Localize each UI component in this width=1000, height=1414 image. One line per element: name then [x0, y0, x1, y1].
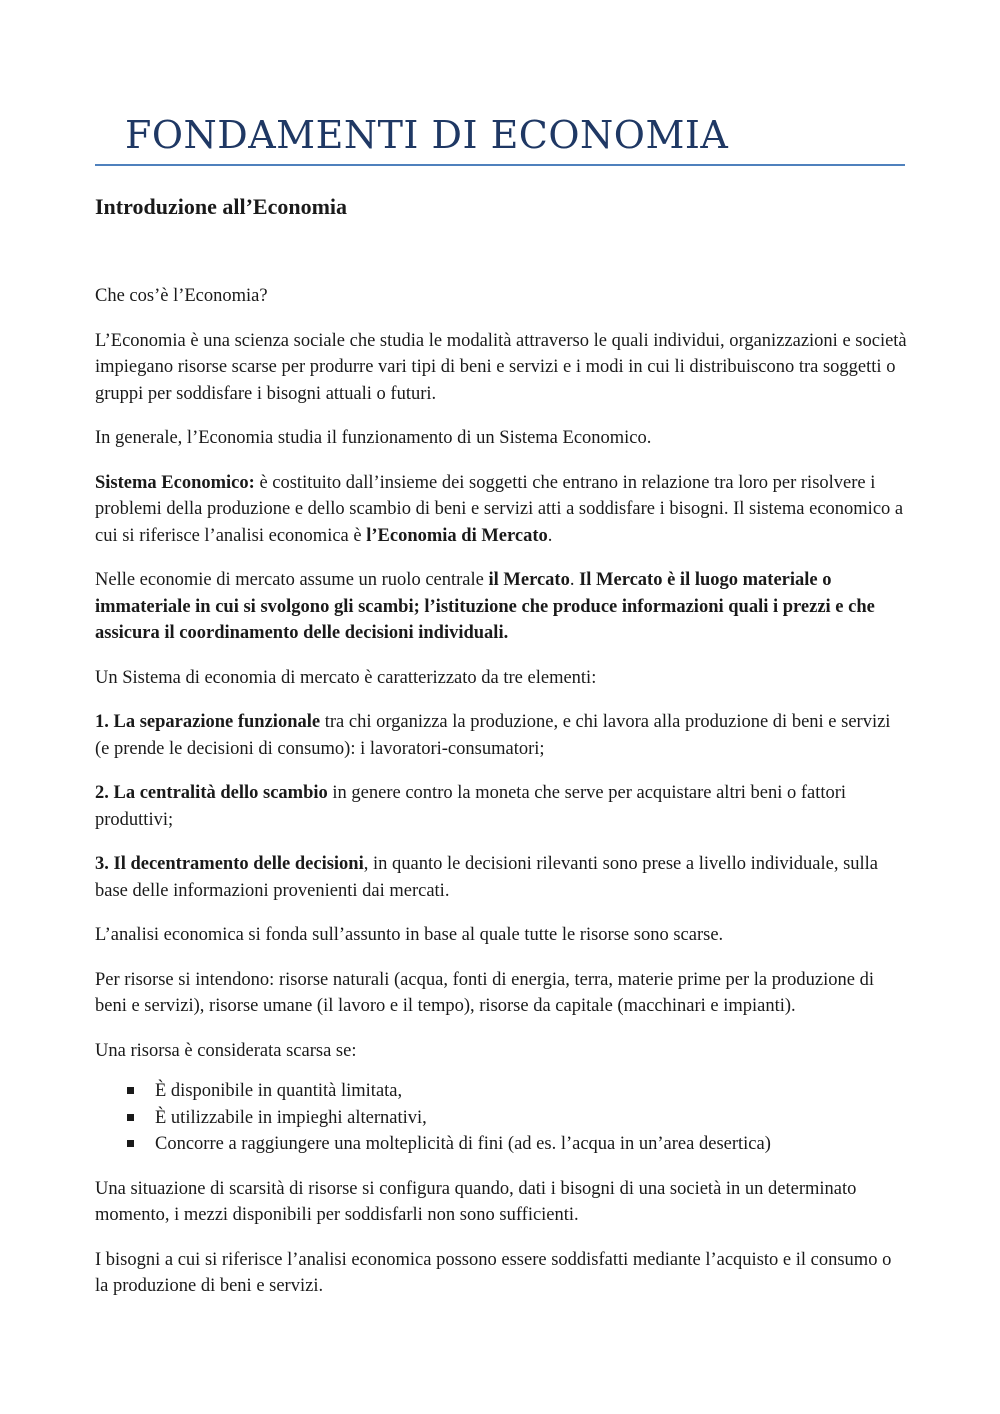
paragraph-sistema-economico: Sistema Economico: è costituito dall’insieme dei soggetti che entrano in relazione tra loro per risolvere i problemi della produzione e dello scambio di beni e servizi atti a soddisfare i bisogni. Il sistema economico a cui si riferisce l’analisi economica è l’Economia di Mercato.	[95, 472, 904, 546]
square-bullet-icon	[127, 1140, 134, 1147]
term-il-mercato: il Mercato	[488, 570, 570, 590]
elemento-3: 3. Il decentramento delle decisioni, in quanto le decisioni rilevanti sono prese a livello individuale, sulla base delle informazioni provenienti dai mercati.	[95, 854, 879, 901]
term-economia-di-mercato: l’Economia di Mercato	[366, 525, 548, 546]
bullet-list	[95, 1078, 907, 1158]
paragraph-general: In generale, l’Economia studia il funzionamento di un Sistema Economico.	[95, 428, 652, 448]
term-sistema-economico: Sistema Economico:	[95, 472, 255, 493]
mercato-definition: Il Mercato è il luogo materiale o immateriale in cui si svolgono gli scambi; l’istituzione che produce informazioni quali i prezzi e che assicura il coordinamento delle decisioni individuali.	[95, 570, 875, 643]
title-underline	[95, 164, 905, 166]
elemento-1: 1. La separazione funzionale tra chi organizza la produzione, e chi lavora alla produzione di beni e servizi (e prende le decisioni di consumo): i lavoratori-consumatori;	[95, 712, 891, 759]
document-title: FONDAMENTI DI ECONOMIA	[125, 113, 729, 157]
paragraph-tre-elementi: Un Sistema di economia di mercato è caratterizzato da tre elementi:	[95, 667, 597, 688]
paragraph-assunto: L’analisi economica si fonda sull’assunto in base al quale tutte le risorse sono scarse.	[95, 925, 724, 945]
paragraph-mercato: Nelle economie di mercato assume un ruolo centrale il Mercato. Il Mercato è il luogo materiale o immateriale in cui si svolgono gli scambi; l’istituzione che produce informazioni quali i prezzi e che assicura il coordinamento delle decisioni individuali.	[95, 570, 875, 643]
square-bullet-icon	[127, 1114, 134, 1121]
paragraph-bisogni: I bisogni a cui si riferisce l’analisi economica possono essere soddisfatti mediante l’acquisto e il consumo o la produzione di beni e servizi.	[95, 1249, 892, 1296]
paragraph-risorse: Per risorse si intendono: risorse naturali (acqua, fonti di energia, terra, materie prime per la produzione di beni e servizi), risorse umane (il lavoro e il tempo), risorse da capitale (macchinari e impianti).	[95, 969, 874, 1016]
paragraph-scarsa-intro: Una risorsa è considerata scarsa se:	[95, 1040, 357, 1061]
document-body	[95, 283, 907, 1318]
list-item: È disponibile in quantità limitata,	[95, 1078, 907, 1105]
elemento-2: 2. La centralità dello scambio in genere contro la moneta che serve per acquistare altri beni o fattori produttivi;	[95, 783, 847, 830]
paragraph-definition: L’Economia è una scienza sociale che studia le modalità attraverso le quali individui, organizzazioni e società impiegano risorse scarse per produrre vari tipi di beni e servizi e i modi in cui li distribuiscono tra soggetti o gruppi per soddisfare i bisogni attuali o futuri.	[95, 330, 907, 404]
document-subtitle: Introduzione all’Economia	[95, 194, 348, 219]
paragraph-scarsita: Una situazione di scarsità di risorse si configura quando, dati i bisogni di una società in un determinato momento, i mezzi disponibili per soddisfarli non sono sufficienti.	[95, 1178, 857, 1225]
square-bullet-icon	[127, 1087, 134, 1094]
list-item: Concorre a raggiungere una molteplicità di fini (ad es. l’acqua in un’area desertica)	[95, 1131, 907, 1158]
paragraph-question: Che cos’è l’Economia?	[95, 286, 268, 306]
list-item: È utilizzabile in impieghi alternativi,	[95, 1105, 907, 1132]
